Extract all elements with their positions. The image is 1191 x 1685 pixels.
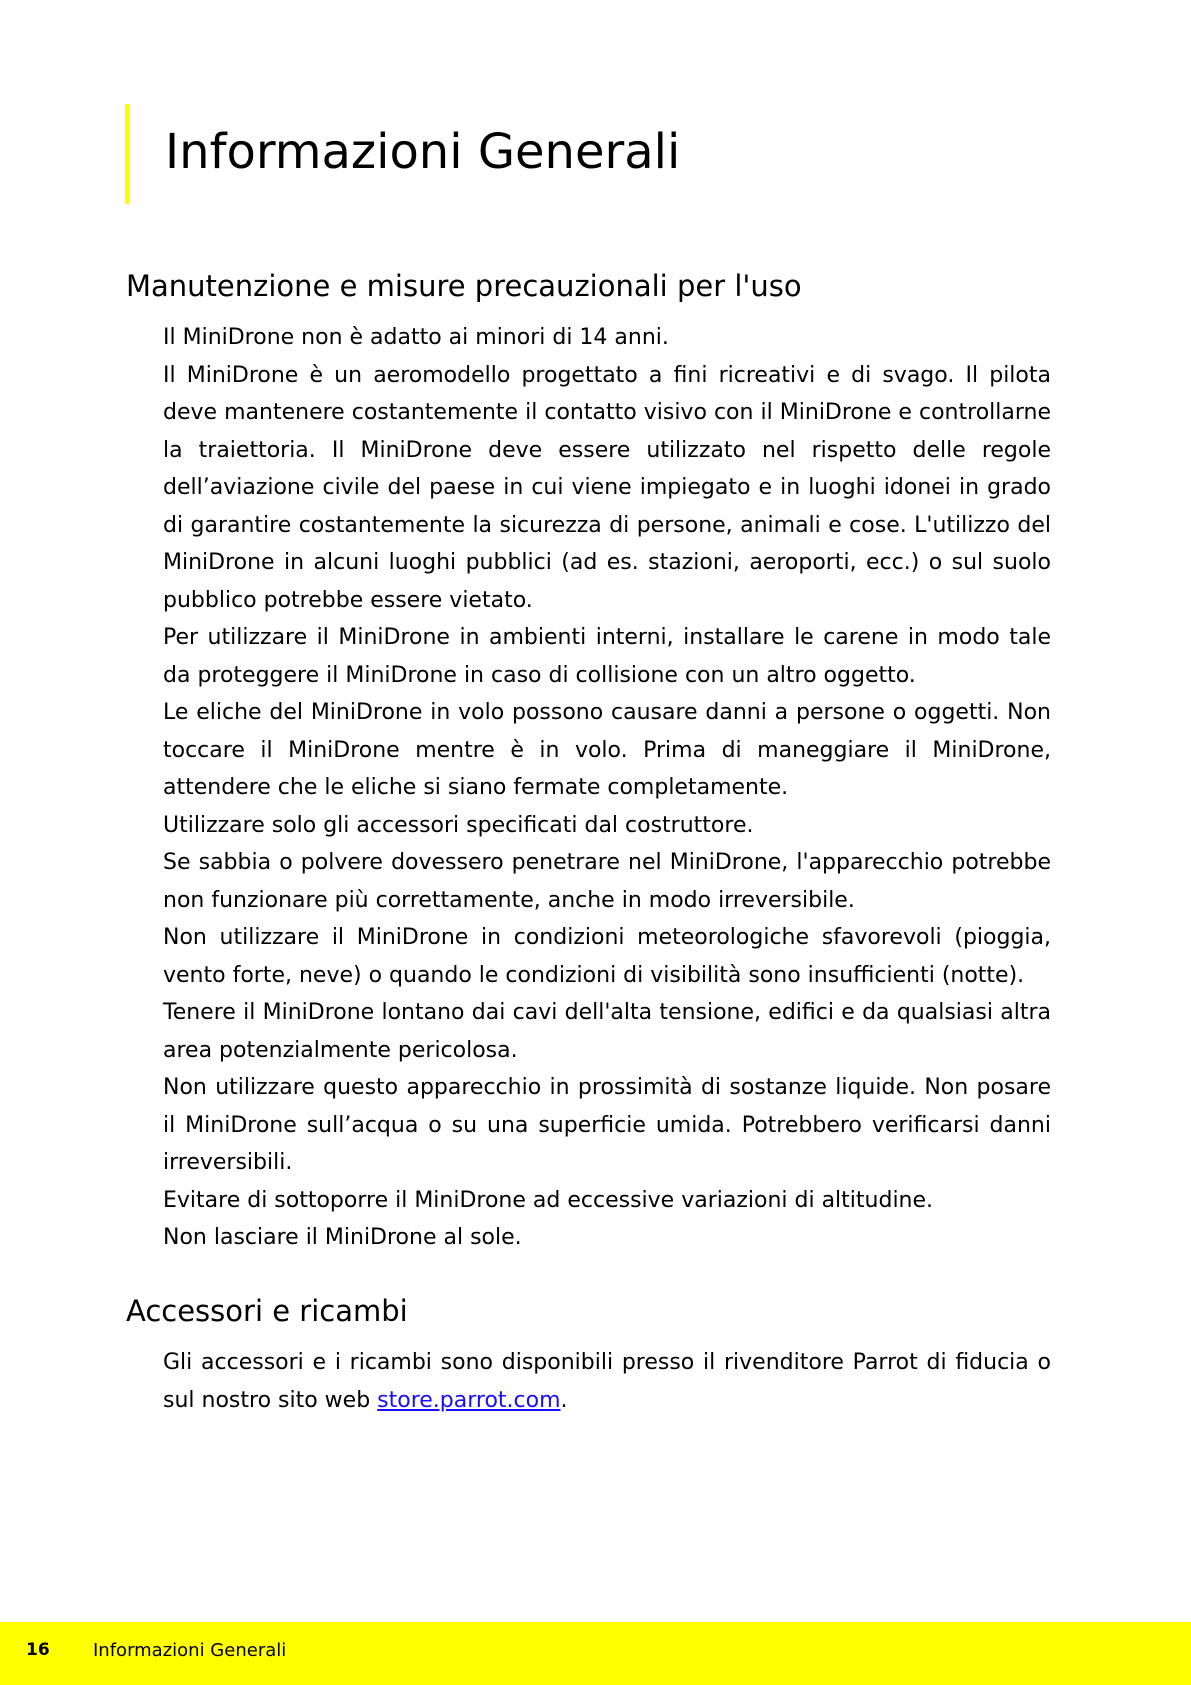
paragraph: Se sabbia o polvere dovessero penetrare nel MiniDrone, l'apparecchio potrebbe non funzionare più correttamente, anche in modo irreversibile. — [163, 850, 1051, 913]
paragraph: Tenere il MiniDrone lontano dai cavi dell'alta tensione, edifici e da qualsiasi altra area potenzialmente pericolosa. — [163, 1000, 1051, 1063]
store-link[interactable]: store.parrot.com — [377, 1387, 561, 1413]
paragraph-text: Gli accessori e i ricambi sono disponibili presso il rivenditore Parrot di fiducia o sul nostro sito web — [163, 1350, 1051, 1413]
paragraph: Le eliche del MiniDrone in volo possono causare danni a persone o oggetti. Non toccare il MiniDrone mentre è in volo. Prima di maneggiare il MiniDrone, attendere che le eliche si siano fermate completamente. — [163, 700, 1051, 800]
page-title: Informazioni Generali — [165, 124, 681, 180]
paragraph: Per utilizzare il MiniDrone in ambienti interni, installare le carene in modo tale da proteggere il MiniDrone in caso di collisione con un altro oggetto. — [163, 625, 1051, 688]
paragraph: Il MiniDrone non è adatto ai minori di 14 anni. — [163, 325, 669, 350]
paragraph — [163, 1344, 1051, 1419]
page-number: 16 — [26, 1640, 50, 1660]
paragraph: Il MiniDrone è un aeromodello progettato a fini ricreativi e di svago. Il pilota deve mantenere costantemente il contatto visivo con il MiniDrone e controllarne la traiettoria. Il MiniDrone deve essere utilizzato nel rispetto delle regole dell’aviazione civile del paese in cui viene impiegato e in luoghi idonei in grado di garantire costantemente la sicurezza di persone, animali e cose. L'utilizzo del MiniDrone in alcuni luoghi pubblici (ad es. stazioni, aeroporti, ecc.) o sul suolo pubblico potrebbe essere vietato. — [163, 362, 1051, 613]
paragraph: Non utilizzare il MiniDrone in condizioni meteorologiche sfavorevoli (pioggia, vento forte, neve) o quando le condizioni di visibilità sono insufficienti (notte). — [163, 925, 1051, 988]
page-title-block — [125, 104, 1025, 204]
paragraph: Evitare di sottoporre il MiniDrone ad eccessive variazioni di altitudine. — [163, 1187, 934, 1213]
footer-title: Informazioni Generali — [93, 1640, 287, 1661]
paragraph: Non utilizzare questo apparecchio in prossimità di sostanze liquide. Non posare il MiniDrone sull’acqua o su una superficie umida. Potrebbero verificarsi danni irreversibili. — [163, 1075, 1051, 1175]
footer-bar — [0, 1622, 1191, 1685]
section-heading-maintenance: Manutenzione e misure precauzionali per l'uso — [126, 269, 802, 303]
paragraph: Utilizzare solo gli accessori specificati dal costruttore. — [163, 812, 754, 838]
maintenance-paragraphs — [163, 319, 1051, 1257]
section-heading-accessories: Accessori e ricambi — [126, 1294, 408, 1328]
title-accent-bar — [125, 104, 130, 204]
accessories-paragraphs — [163, 1344, 1051, 1419]
paragraph-text-end: . — [560, 1387, 568, 1413]
paragraph: Non lasciare il MiniDrone al sole. — [163, 1225, 522, 1250]
